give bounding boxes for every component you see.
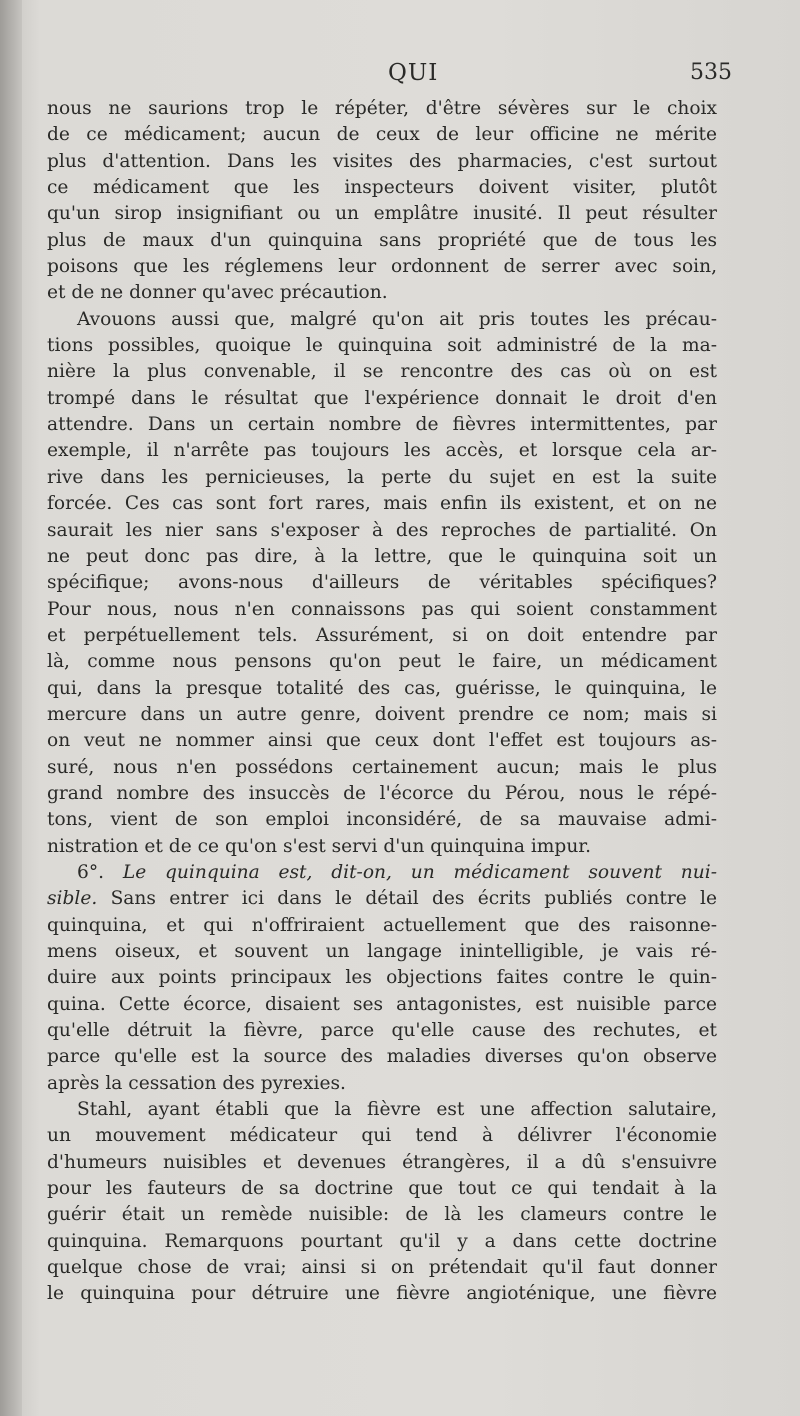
text-line: qu'un sirop insignifiant ou un emplâtre inusité. Il peut résulter [47,203,717,225]
text-line [47,886,717,912]
text-line: guérir était un remède nuisible: de là les clameurs contre le [47,1204,717,1226]
text-line: duire aux points principaux les objections faites contre le quin- [47,967,717,989]
text-line: saurait les nier sans s'exposer à des reproches de partialité. On [47,519,717,541]
text-line: attendre. Dans un certain nombre de fièvres intermittentes, par [47,414,717,436]
text-line: rive dans les pernicieuses, la perte du sujet en est la suite [47,466,717,488]
text-line: ce médicament que les inspecteurs doivent visiter, plutôt [47,177,717,199]
text-line: nous ne saurions trop le répéter, d'être sévères sur le choix [47,98,717,119]
text-line: et de ne donner qu'avec précaution. [47,282,388,304]
text-line: Pour nous, nous n'en connaissons pas qui soient constamment [47,598,717,620]
text-line: le quinquina pour détruire une fièvre angioténique, une fièvre [47,1283,717,1305]
text-line: plus d'attention. Dans les visites des pharmacies, c'est surtout [47,150,717,172]
text-line: qui, dans la presque totalité des cas, guérisse, le quinquina, le [47,677,717,699]
text-line: on veut ne nommer ainsi que ceux dont l'effet est toujours as- [47,730,717,752]
binding-gutter-shadow [0,0,22,1416]
text-line: exemple, il n'arrête pas toujours les accès, et lorsque cela ar- [47,440,717,462]
text-line: tions possibles, quoique le quinquina soit administré de la ma- [47,335,717,357]
text-line: qu'elle détruit la fièvre, parce qu'elle cause des rechutes, et [47,1020,717,1042]
text-line: et perpétuellement tels. Assurément, si on doit entendre par [47,624,717,646]
text-line [47,860,717,886]
text-line: quina. Cette écorce, disaient ses antagonistes, est nuisible parce [47,993,717,1015]
text-line: nistration et de ce qu'on s'est servi d'un quinquina impur. [47,835,592,857]
text-line: mercure dans un autre genre, doivent prendre ce nom; mais si [47,703,717,725]
text-line: plus de maux d'un quinquina sans propriété que de tous les [47,229,717,251]
text-line: poisons que les réglemens leur ordonnent de serrer avec soin, [47,256,717,278]
text-line: spécifique; avons-nous d'ailleurs de véritables spécifiques? [47,572,717,594]
text-line: grand nombre des insuccès de l'écorce du Pérou, nous le répé- [47,782,717,804]
text-line: quinquina. Remarquons pourtant qu'il y a dans cette doctrine [47,1230,717,1252]
text-line: un mouvement médicateur qui tend à délivrer l'économie [47,1125,717,1147]
body-text [47,96,717,1308]
paragraph-1 [47,96,717,307]
text-line: trompé dans le résultat que l'expérience donnait le droit d'en [47,387,717,409]
text-line: nière la plus convenable, il se rencontre des cas où on est [47,361,717,383]
text-line: tons, vient de son emploi inconsidéré, de sa mauvaise admi- [47,809,717,831]
text-line: quelque chose de vrai; ainsi si on prétendait qu'il faut donner [47,1257,717,1279]
text-line: parce qu'elle est la source des maladies diverses qu'on observe [47,1046,717,1068]
text-line: mens oiseux, et souvent un langage inintelligible, je vais ré- [47,941,717,962]
paragraph-2 [47,307,717,860]
page-header [40,60,730,96]
text-line: d'humeurs nuisibles et devenues étrangères, il a dû s'ensuivre [47,1151,717,1173]
text-line: là, comme nous pensons qu'on peut le faire, un médicament [47,651,717,673]
running-head: QUI [388,60,439,86]
text-line: de ce médicament; aucun de ceux de leur officine ne mérite [47,124,717,146]
text-line: Avouons aussi que, malgré qu'on ait pris toutes les précau- [77,308,717,330]
section-heading-italic: Le quinquina est, dit-on, un médicament souvent nui- [122,861,717,883]
text-line: quinquina, et qui n'offriraient actuellement que des raisonne- [47,914,717,936]
text-line: Stahl, ayant établi que la fièvre est une affection salutaire, [77,1099,717,1121]
text-line: suré, nous n'en possédons certainement aucun; mais le plus [47,756,717,778]
text-line: forcée. Ces cas sont fort rares, mais enfin ils existent, et on ne [47,493,717,515]
text-line: après la cessation des pyrexies. [47,1072,346,1094]
text-fragment: Sans entrer ici dans le détail des écrits publiés contre le [110,888,717,910]
paragraph-3 [47,860,717,1097]
text-line: pour les fauteurs de sa doctrine que tout ce qui tendait à la [47,1178,717,1200]
section-number: 6°. [77,861,105,883]
text-line: ne peut donc pas dire, à la lettre, que le quinquina soit un [47,545,717,567]
page-number: 535 [690,60,732,85]
paragraph-4 [47,1097,717,1308]
section-heading-italic-end: sible. [47,888,98,910]
